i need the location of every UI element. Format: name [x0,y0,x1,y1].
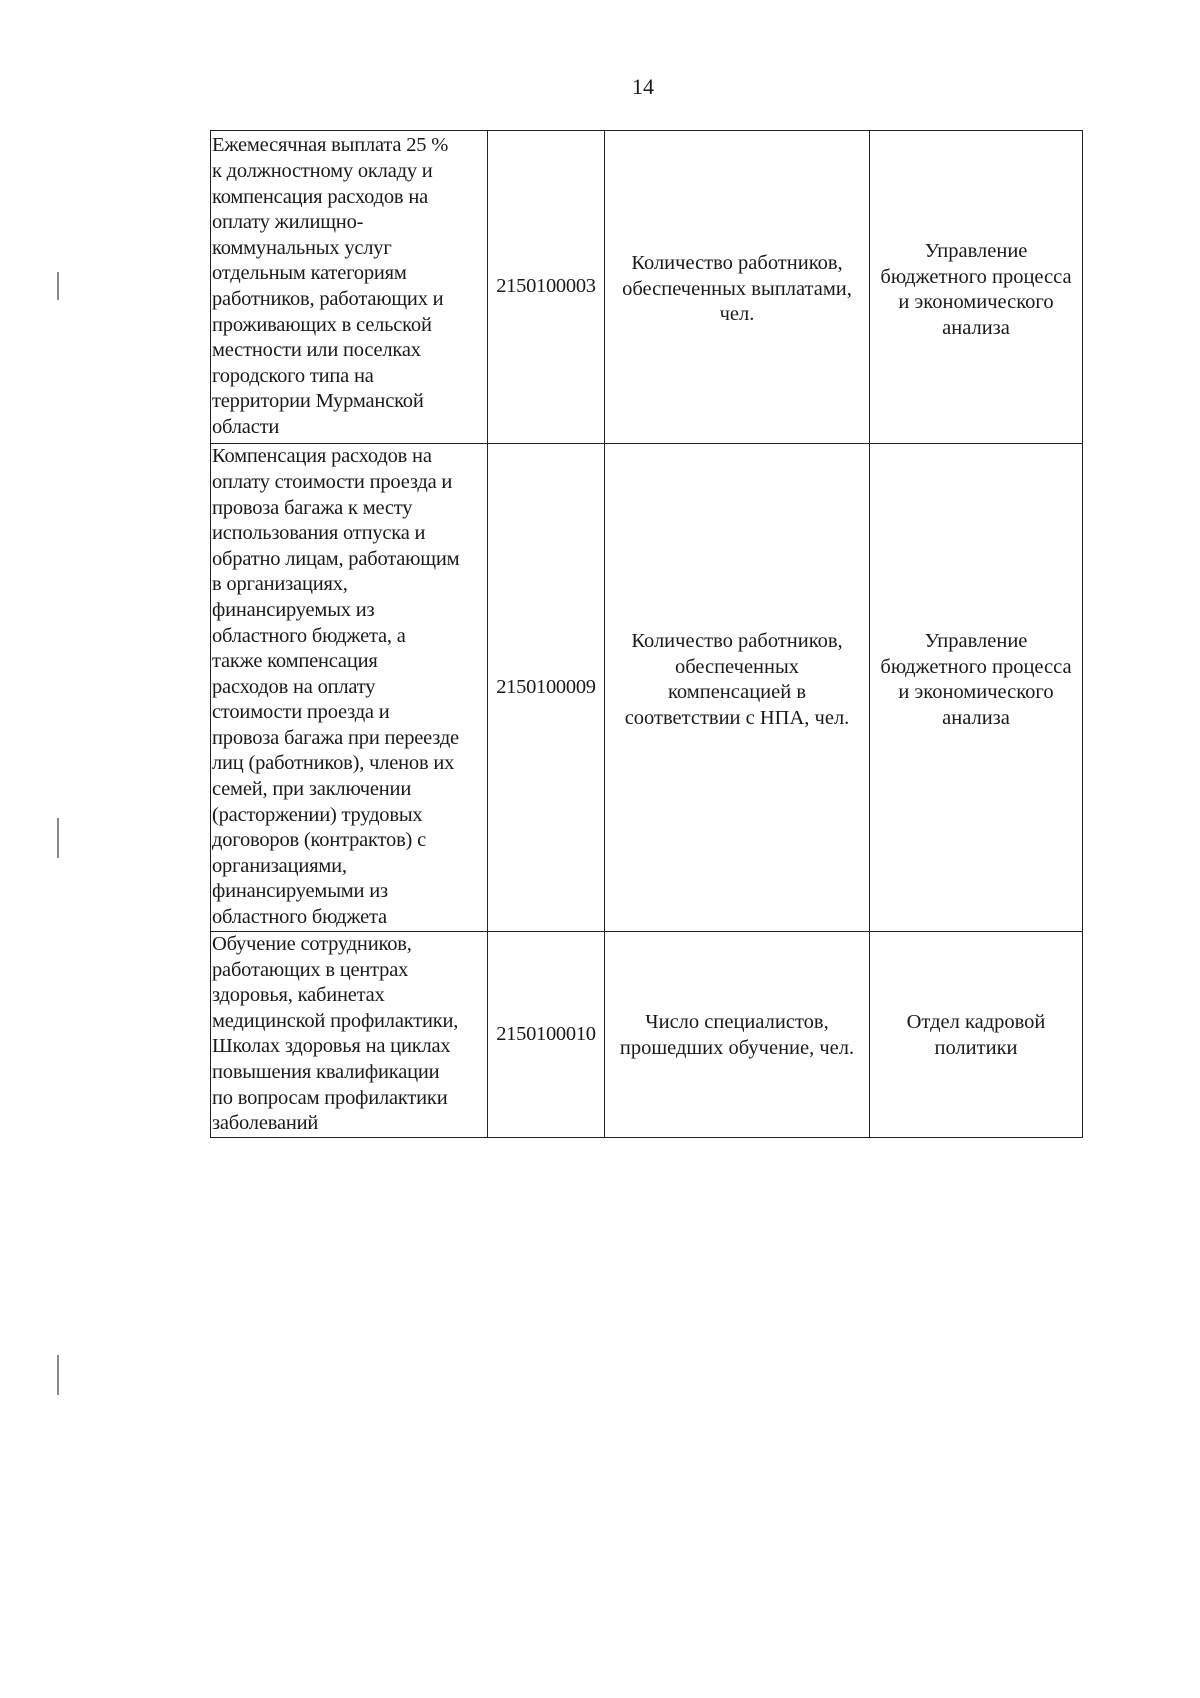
department-cell [870,932,1083,1138]
expense-code: 2150100010 [496,1022,596,1045]
department-cell [870,131,1083,444]
scan-artifact-mark [57,818,59,858]
table-row [211,444,1083,932]
expense-name-cell: Ежемесячная выплата 25 % к должностному окладу и компенсация расходов на оплату жилищно- коммунальных услуг отдельным категориям работников, работающих и проживающих в сельской местности или поселках городского типа на территории Мурманской области [211,131,488,444]
expense-name-cell: Обучение сотрудников, работающих в центрах здоровья, кабинетах медицинской профилактики, Школах здоровья на циклах повышения квалификации по вопросам профилактики заболеваний [211,932,488,1138]
expense-code: 2150100009 [496,675,596,698]
department-text: Отдел кадровой политики [906,1011,1046,1059]
indicator-text: Число специалистов, прошедших обучение, чел. [619,1011,855,1059]
department-text: Управление бюджетного процесса и экономического анализа [880,240,1072,339]
indicator-cell [605,131,870,444]
department-text: Управление бюджетного процесса и экономического анализа [880,630,1072,729]
expense-code-cell [488,932,605,1138]
scan-artifact-mark [57,272,59,300]
indicator-text: Количество работников, обеспеченных выплатами, чел. [622,252,852,326]
expense-code-cell [488,444,605,932]
indicator-text: Количество работников, обеспеченных компенсацией в соответствии с НПА, чел. [624,630,850,729]
table-row [211,932,1083,1138]
indicator-cell [605,444,870,932]
document-table [210,130,1083,1138]
expense-name-cell: Компенсация расходов на оплату стоимости проезда и провоза багажа к месту использования отпуска и обратно лицам, работающим в организациях, финансируемых из областного бюджета, а также компенсация расходов на оплату стоимости проезда и провоза багажа при переезде лиц (работников), членов их семей, при заключении (расторжении) трудовых договоров (контрактов) с организациями, финансируемыми из областного бюджета [211,444,488,932]
indicator-cell [605,932,870,1138]
expense-code-cell [488,131,605,444]
table-row [211,131,1083,444]
expense-code: 2150100003 [496,275,596,298]
page-number: 14 [632,74,654,99]
department-cell [870,444,1083,932]
scan-artifact-mark [57,1355,59,1395]
